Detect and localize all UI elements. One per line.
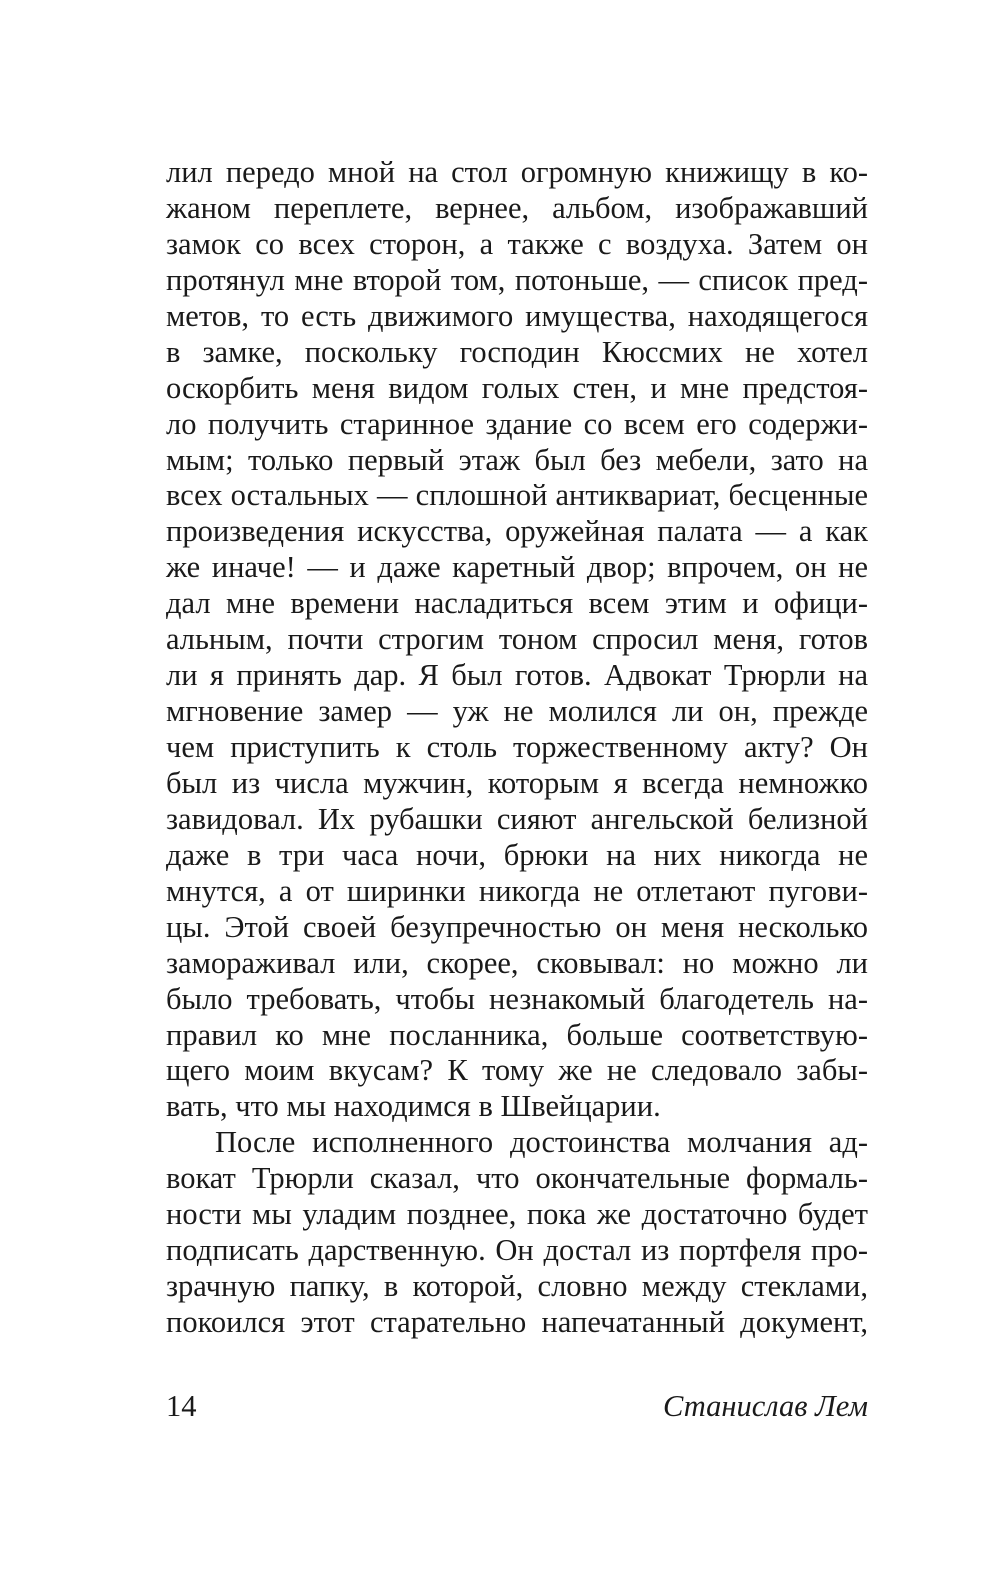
text-line: мгновение замер — уж не молился ли он, прежде (166, 694, 868, 729)
text-line: мнутся, а от ширинки никогда не отлетают пугови- (166, 873, 868, 908)
page-number: 14 (166, 1389, 197, 1423)
text-line: замораживал или, скорее, сковывал: но можно ли (166, 945, 868, 980)
text-line: замок со всех сторон, а также с воздуха. Затем он (166, 226, 868, 261)
text-line: дал мне времени насладиться всем этим и офици- (166, 586, 868, 621)
text-line: лил передо мной на стол огромную книжищу в ко- (166, 155, 868, 189)
text-line: жаном переплете, вернее, альбом, изображавший (166, 190, 868, 225)
text-line: метов, то есть движимого имущества, находящегося (166, 298, 868, 333)
text-line: зрачную папку, в которой, словно между стеклами, (166, 1269, 868, 1304)
text-line: же иначе! — и даже каретный двор; впрочем, он не (166, 550, 868, 585)
text-line: даже в три часа ночи, брюки на них никогда не (166, 837, 868, 872)
text-line: покоился этот старательно напечатанный документ, (166, 1305, 868, 1339)
text-line: ности мы уладим позднее, пока же достаточно будет (166, 1197, 868, 1232)
paragraph-2 (166, 1125, 868, 1341)
text-line: был из числа мужчин, которым я всегда немножко (166, 765, 868, 800)
text-line: чем приступить к столь торжественному акту? Он (166, 730, 868, 764)
text-line: ли я принять дар. Я был готов. Адвокат Трюрли на (166, 658, 868, 693)
text-line: протянул мне второй том, потоньше, — список пред- (166, 262, 868, 297)
text-line: было требовать, чтобы незнакомый благодетель на- (166, 981, 868, 1016)
text-line: цы. Этой своей безупречностью он меня несколько (166, 909, 868, 944)
text-line: вокат Трюрли сказал, что окончательные формаль- (166, 1161, 868, 1196)
text-line: ло получить старинное здание со всем его содержи- (166, 406, 868, 441)
text-line: щего моим вкусам? К тому же не следовало забы- (166, 1053, 868, 1088)
text-line: вать, что мы находимся в Швейцарии. (166, 1089, 661, 1124)
text-line: правил ко мне посланника, больше соответствую- (166, 1017, 868, 1052)
text-line: подписать дарственную. Он достал из портфеля про- (166, 1233, 868, 1268)
text-line: мым; только первый этаж был без мебели, зато на (166, 442, 868, 477)
text-line: оскорбить меня видом голых стен, и мне предстоя- (166, 370, 868, 405)
running-footer-author: Станислав Лем (662, 1389, 868, 1423)
paragraph-1 (166, 155, 868, 1125)
text-line: в замке, поскольку господин Кюссмих не хотел (166, 334, 868, 369)
text-line: произведения искусства, оружейная палата — а как (166, 514, 868, 549)
text-line: После исполненного достоинства молчания ад- (215, 1125, 868, 1160)
text-line: всех остальных — сплошной антиквариат, бесценные (166, 478, 868, 513)
text-line: альным, почти строгим тоном спросил меня, готов (166, 622, 868, 657)
text-line: завидовал. Их рубашки сияют ангельской белизной (166, 801, 868, 836)
body-text (166, 155, 868, 1341)
